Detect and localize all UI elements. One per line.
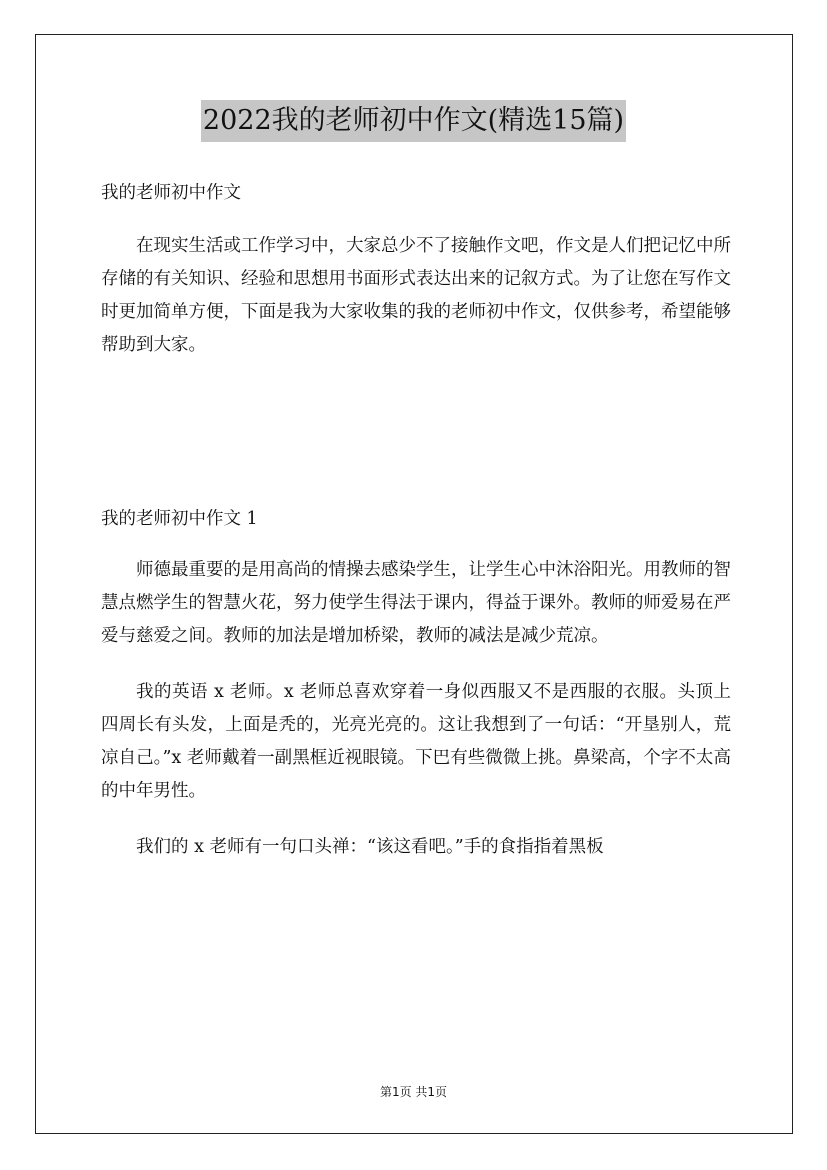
essay-paragraph-1: 师德最重要的是用高尚的情操去感染学生，让学生心中沐浴阳光。用教师的智慧点燃学生的智慧火花，努力使学生得法于课内，得益于课外。教师的师爱易在严爱与慈爱之间。教师的加法是增加桥梁，教师的减法是减少荒凉。 xyxy=(101,560,731,646)
essay-body xyxy=(101,554,731,864)
page-footer: 第1页 共1页 xyxy=(379,1085,448,1099)
document-title: 2022我的老师初中作文(精选15篇) xyxy=(201,100,626,142)
essay-paragraph-3: 我们的 x 老师有一句口头禅：“该这看吧。”手的食指指着黑板 xyxy=(136,837,604,857)
title-container xyxy=(0,100,827,142)
section-heading-intro: 我的老师初中作文 xyxy=(101,183,241,203)
intro-paragraph: 在现实生活或工作学习中，大家总少不了接触作文吧，作文是人们把记忆中所存储的有关知识、经验和思想用书面形式表达出来的记叙方式。为了让您在写作文时更加简单方便，下面是我为大家收集的我的老师初中作文，仅供参考，希望能够帮助到大家。 xyxy=(101,236,731,355)
essay-paragraph-2: 我的英语 x 老师。x 老师总喜欢穿着一身似西服又不是西服的衣服。头顶上四周长有头发，上面是秃的，光亮光亮的。这让我想到了一句话：“开垦别人，荒凉自己。”x 老师戴着一副黑框近视眼镜。下巴有些微微上挑。鼻梁高，个字不太高的中年男性。 xyxy=(101,682,731,801)
section-heading-essay-1: 我的老师初中作文 1 xyxy=(101,509,258,529)
intro-paragraph-block xyxy=(101,230,731,362)
